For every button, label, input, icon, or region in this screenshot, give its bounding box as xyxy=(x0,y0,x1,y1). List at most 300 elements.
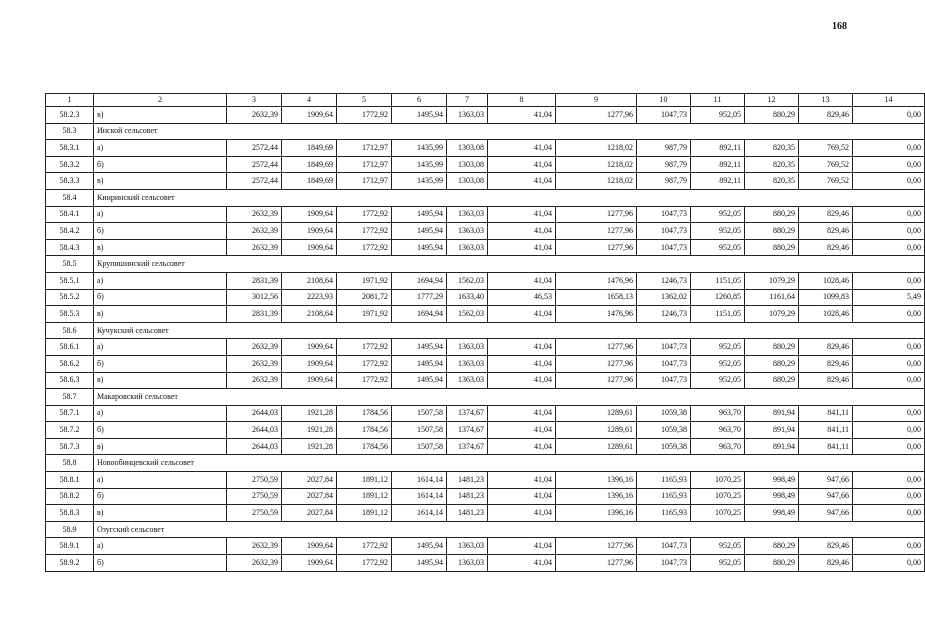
row-code: 58.3.2 xyxy=(46,156,94,173)
value-cell: 829,46 xyxy=(799,538,853,555)
value-cell: 1289,61 xyxy=(556,422,637,439)
value-cell: 1099,83 xyxy=(799,289,853,306)
row-variant: б) xyxy=(94,289,227,306)
value-cell: 998,49 xyxy=(745,488,799,505)
value-cell: 1891,12 xyxy=(337,505,392,522)
table-row xyxy=(46,372,925,389)
row-code: 58.4.2 xyxy=(46,223,94,240)
value-cell: 0,00 xyxy=(853,372,925,389)
value-cell: 1079,29 xyxy=(745,272,799,289)
section-code: 58.7 xyxy=(46,389,94,406)
value-cell: 1909,64 xyxy=(282,239,337,256)
table-row xyxy=(46,239,925,256)
value-cell: 1476,96 xyxy=(556,306,637,323)
section-code: 58.5 xyxy=(46,256,94,273)
row-variant: а) xyxy=(94,339,227,356)
value-cell: 1614,14 xyxy=(392,472,447,489)
value-cell: 0,00 xyxy=(853,223,925,240)
value-cell: 1363,03 xyxy=(447,107,488,124)
value-cell: 41,04 xyxy=(488,206,556,223)
value-cell: 769,52 xyxy=(799,140,853,157)
row-variant: а) xyxy=(94,272,227,289)
value-cell: 1059,38 xyxy=(637,405,691,422)
value-cell: 829,46 xyxy=(799,355,853,372)
value-cell: 891,94 xyxy=(745,422,799,439)
value-cell: 829,46 xyxy=(799,206,853,223)
value-cell: 41,04 xyxy=(488,438,556,455)
value-cell: 41,04 xyxy=(488,239,556,256)
value-cell: 1435,99 xyxy=(392,156,447,173)
value-cell: 829,46 xyxy=(799,239,853,256)
row-code: 58.5.2 xyxy=(46,289,94,306)
value-cell: 1507,58 xyxy=(392,405,447,422)
value-cell: 841,11 xyxy=(799,405,853,422)
value-cell: 820,35 xyxy=(745,173,799,190)
column-header: 6 xyxy=(392,94,447,107)
value-cell: 891,94 xyxy=(745,405,799,422)
value-cell: 1218,02 xyxy=(556,173,637,190)
value-cell: 891,94 xyxy=(745,438,799,455)
value-cell: 2632,39 xyxy=(227,206,282,223)
column-header: 5 xyxy=(337,94,392,107)
value-cell: 1070,25 xyxy=(691,505,745,522)
value-cell: 769,52 xyxy=(799,156,853,173)
row-variant: б) xyxy=(94,555,227,572)
table-row xyxy=(46,422,925,439)
value-cell: 1921,28 xyxy=(282,438,337,455)
value-cell: 1481,23 xyxy=(447,505,488,522)
section-name: Кииринский сельсовет xyxy=(94,189,925,206)
value-cell: 1303,08 xyxy=(447,173,488,190)
row-code: 58.3.3 xyxy=(46,173,94,190)
value-cell: 880,29 xyxy=(745,239,799,256)
value-cell: 2632,39 xyxy=(227,372,282,389)
row-variant: в) xyxy=(94,505,227,522)
value-cell: 1507,58 xyxy=(392,438,447,455)
row-variant: в) xyxy=(94,372,227,389)
value-cell: 987,79 xyxy=(637,173,691,190)
value-cell: 1151,05 xyxy=(691,306,745,323)
value-cell: 41,04 xyxy=(488,422,556,439)
value-cell: 0,00 xyxy=(853,405,925,422)
value-cell: 987,79 xyxy=(637,156,691,173)
value-cell: 1614,14 xyxy=(392,505,447,522)
value-cell: 1658,13 xyxy=(556,289,637,306)
table-row xyxy=(46,405,925,422)
row-code: 58.8.1 xyxy=(46,472,94,489)
value-cell: 1772,92 xyxy=(337,538,392,555)
row-code: 58.8.2 xyxy=(46,488,94,505)
value-cell: 1772,92 xyxy=(337,206,392,223)
value-cell: 892,11 xyxy=(691,173,745,190)
value-cell: 1047,73 xyxy=(637,339,691,356)
value-cell: 1277,96 xyxy=(556,239,637,256)
value-cell: 880,29 xyxy=(745,107,799,124)
value-cell: 1047,73 xyxy=(637,223,691,240)
section-name: Крупишинский сельсовет xyxy=(94,256,925,273)
value-cell: 1396,16 xyxy=(556,472,637,489)
value-cell: 41,04 xyxy=(488,306,556,323)
value-cell: 1712,97 xyxy=(337,173,392,190)
value-cell: 1633,40 xyxy=(447,289,488,306)
value-cell: 952,05 xyxy=(691,339,745,356)
value-cell: 1921,28 xyxy=(282,422,337,439)
value-cell: 1909,64 xyxy=(282,538,337,555)
value-cell: 1495,94 xyxy=(392,355,447,372)
value-cell: 1435,99 xyxy=(392,173,447,190)
value-cell: 41,04 xyxy=(488,156,556,173)
table-row xyxy=(46,488,925,505)
value-cell: 1363,03 xyxy=(447,555,488,572)
value-cell: 0,00 xyxy=(853,488,925,505)
value-cell: 2750,59 xyxy=(227,488,282,505)
section-row xyxy=(46,189,925,206)
value-cell: 0,00 xyxy=(853,555,925,572)
value-cell: 1971,92 xyxy=(337,306,392,323)
table-row xyxy=(46,223,925,240)
column-header: 7 xyxy=(447,94,488,107)
row-variant: в) xyxy=(94,173,227,190)
value-cell: 2644,03 xyxy=(227,438,282,455)
value-cell: 0,00 xyxy=(853,538,925,555)
column-header: 4 xyxy=(282,94,337,107)
value-cell: 2750,59 xyxy=(227,472,282,489)
section-code: 58.8 xyxy=(46,455,94,472)
table-row xyxy=(46,206,925,223)
value-cell: 41,04 xyxy=(488,538,556,555)
section-row xyxy=(46,256,925,273)
column-header: 11 xyxy=(691,94,745,107)
row-variant: в) xyxy=(94,107,227,124)
value-cell: 1772,92 xyxy=(337,339,392,356)
table-row xyxy=(46,107,925,124)
value-cell: 1277,96 xyxy=(556,223,637,240)
value-cell: 1047,73 xyxy=(637,555,691,572)
row-variant: а) xyxy=(94,538,227,555)
value-cell: 880,29 xyxy=(745,372,799,389)
value-cell: 1165,93 xyxy=(637,488,691,505)
value-cell: 2632,39 xyxy=(227,538,282,555)
row-code: 58.7.2 xyxy=(46,422,94,439)
value-cell: 2831,39 xyxy=(227,272,282,289)
value-cell: 829,46 xyxy=(799,107,853,124)
table-body xyxy=(46,94,925,572)
value-cell: 1971,92 xyxy=(337,272,392,289)
value-cell: 1363,03 xyxy=(447,339,488,356)
value-cell: 1277,96 xyxy=(556,107,637,124)
value-cell: 1303,08 xyxy=(447,140,488,157)
value-cell: 1277,96 xyxy=(556,555,637,572)
value-cell: 2632,39 xyxy=(227,355,282,372)
value-cell: 1277,96 xyxy=(556,538,637,555)
value-cell: 0,00 xyxy=(853,306,925,323)
value-cell: 41,04 xyxy=(488,405,556,422)
value-cell: 5,49 xyxy=(853,289,925,306)
value-cell: 1772,92 xyxy=(337,107,392,124)
value-cell: 880,29 xyxy=(745,223,799,240)
value-cell: 0,00 xyxy=(853,239,925,256)
value-cell: 963,70 xyxy=(691,422,745,439)
value-cell: 1772,92 xyxy=(337,555,392,572)
column-header: 14 xyxy=(853,94,925,107)
value-cell: 1435,99 xyxy=(392,140,447,157)
value-cell: 1562,03 xyxy=(447,272,488,289)
value-cell: 998,49 xyxy=(745,505,799,522)
value-cell: 769,52 xyxy=(799,173,853,190)
table-row xyxy=(46,355,925,372)
table-row xyxy=(46,156,925,173)
value-cell: 2572,44 xyxy=(227,140,282,157)
value-cell: 1495,94 xyxy=(392,339,447,356)
value-cell: 1363,03 xyxy=(447,355,488,372)
column-header: 13 xyxy=(799,94,853,107)
value-cell: 1909,64 xyxy=(282,339,337,356)
column-header: 12 xyxy=(745,94,799,107)
value-cell: 987,79 xyxy=(637,140,691,157)
value-cell: 1772,92 xyxy=(337,372,392,389)
section-row xyxy=(46,389,925,406)
value-cell: 1363,03 xyxy=(447,223,488,240)
row-variant: в) xyxy=(94,306,227,323)
table-row xyxy=(46,505,925,522)
value-cell: 1921,28 xyxy=(282,405,337,422)
value-cell: 1909,64 xyxy=(282,223,337,240)
value-cell: 1277,96 xyxy=(556,339,637,356)
value-cell: 1396,16 xyxy=(556,505,637,522)
value-cell: 2632,39 xyxy=(227,239,282,256)
value-cell: 880,29 xyxy=(745,555,799,572)
section-code: 58.6 xyxy=(46,322,94,339)
value-cell: 1772,92 xyxy=(337,223,392,240)
section-row xyxy=(46,123,925,140)
row-variant: а) xyxy=(94,405,227,422)
value-cell: 1363,03 xyxy=(447,206,488,223)
value-cell: 820,35 xyxy=(745,156,799,173)
value-cell: 2644,03 xyxy=(227,405,282,422)
value-cell: 2644,03 xyxy=(227,422,282,439)
value-cell: 1047,73 xyxy=(637,538,691,555)
value-cell: 1047,73 xyxy=(637,372,691,389)
column-header: 9 xyxy=(556,94,637,107)
value-cell: 1562,03 xyxy=(447,306,488,323)
value-cell: 1363,03 xyxy=(447,372,488,389)
row-variant: в) xyxy=(94,438,227,455)
value-cell: 829,46 xyxy=(799,372,853,389)
row-code: 58.4.3 xyxy=(46,239,94,256)
value-cell: 41,04 xyxy=(488,472,556,489)
section-name: Макаровский сельсовет xyxy=(94,389,925,406)
page-number: 168 xyxy=(832,21,847,32)
table-row xyxy=(46,555,925,572)
tariff-table xyxy=(45,93,925,572)
value-cell: 1277,96 xyxy=(556,206,637,223)
value-cell: 841,11 xyxy=(799,438,853,455)
value-cell: 1784,56 xyxy=(337,438,392,455)
value-cell: 1694,94 xyxy=(392,272,447,289)
column-header: 3 xyxy=(227,94,282,107)
value-cell: 1891,12 xyxy=(337,472,392,489)
column-header: 10 xyxy=(637,94,691,107)
column-header: 8 xyxy=(488,94,556,107)
table-row xyxy=(46,438,925,455)
value-cell: 1059,38 xyxy=(637,438,691,455)
value-cell: 0,00 xyxy=(853,156,925,173)
value-cell: 1277,96 xyxy=(556,372,637,389)
row-code: 58.8.3 xyxy=(46,505,94,522)
value-cell: 1481,23 xyxy=(447,472,488,489)
value-cell: 2572,44 xyxy=(227,156,282,173)
value-cell: 1849,69 xyxy=(282,173,337,190)
section-code: 58.4 xyxy=(46,189,94,206)
value-cell: 2632,39 xyxy=(227,107,282,124)
value-cell: 892,11 xyxy=(691,140,745,157)
column-header: 2 xyxy=(94,94,227,107)
value-cell: 0,00 xyxy=(853,173,925,190)
value-cell: 41,04 xyxy=(488,272,556,289)
value-cell: 1070,25 xyxy=(691,472,745,489)
table-row xyxy=(46,339,925,356)
table-row xyxy=(46,306,925,323)
row-code: 58.9.2 xyxy=(46,555,94,572)
value-cell: 1772,92 xyxy=(337,239,392,256)
column-header: 1 xyxy=(46,94,94,107)
value-cell: 0,00 xyxy=(853,355,925,372)
value-cell: 41,04 xyxy=(488,107,556,124)
value-cell: 952,05 xyxy=(691,372,745,389)
row-code: 58.2.3 xyxy=(46,107,94,124)
value-cell: 1909,64 xyxy=(282,555,337,572)
value-cell: 1849,69 xyxy=(282,156,337,173)
value-cell: 1303,08 xyxy=(447,156,488,173)
value-cell: 880,29 xyxy=(745,355,799,372)
row-code: 58.5.3 xyxy=(46,306,94,323)
value-cell: 1277,96 xyxy=(556,355,637,372)
value-cell: 820,35 xyxy=(745,140,799,157)
row-variant: а) xyxy=(94,206,227,223)
value-cell: 2027,84 xyxy=(282,505,337,522)
value-cell: 1495,94 xyxy=(392,372,447,389)
value-cell: 0,00 xyxy=(853,140,925,157)
value-cell: 1777,29 xyxy=(392,289,447,306)
value-cell: 952,05 xyxy=(691,107,745,124)
value-cell: 880,29 xyxy=(745,538,799,555)
value-cell: 0,00 xyxy=(853,339,925,356)
value-cell: 1712,97 xyxy=(337,140,392,157)
value-cell: 1614,14 xyxy=(392,488,447,505)
row-code: 58.4.1 xyxy=(46,206,94,223)
value-cell: 2632,39 xyxy=(227,555,282,572)
value-cell: 1289,61 xyxy=(556,438,637,455)
section-row xyxy=(46,322,925,339)
value-cell: 1260,85 xyxy=(691,289,745,306)
value-cell: 2081,72 xyxy=(337,289,392,306)
section-name: Кучукский сельсовет xyxy=(94,322,925,339)
value-cell: 1891,12 xyxy=(337,488,392,505)
value-cell: 1079,29 xyxy=(745,306,799,323)
value-cell: 1495,94 xyxy=(392,555,447,572)
value-cell: 1784,56 xyxy=(337,405,392,422)
value-cell: 880,29 xyxy=(745,339,799,356)
value-cell: 829,46 xyxy=(799,339,853,356)
value-cell: 1495,94 xyxy=(392,538,447,555)
section-code: 58.9 xyxy=(46,521,94,538)
value-cell: 0,00 xyxy=(853,206,925,223)
value-cell: 892,11 xyxy=(691,156,745,173)
value-cell: 41,04 xyxy=(488,355,556,372)
value-cell: 952,05 xyxy=(691,355,745,372)
value-cell: 1218,02 xyxy=(556,156,637,173)
value-cell: 1028,46 xyxy=(799,272,853,289)
value-cell: 1218,02 xyxy=(556,140,637,157)
value-cell: 2632,39 xyxy=(227,223,282,240)
row-code: 58.7.3 xyxy=(46,438,94,455)
value-cell: 947,66 xyxy=(799,505,853,522)
row-code: 58.6.3 xyxy=(46,372,94,389)
value-cell: 1059,38 xyxy=(637,422,691,439)
value-cell: 1246,73 xyxy=(637,306,691,323)
section-row xyxy=(46,521,925,538)
value-cell: 1246,73 xyxy=(637,272,691,289)
value-cell: 41,04 xyxy=(488,505,556,522)
value-cell: 46,53 xyxy=(488,289,556,306)
value-cell: 829,46 xyxy=(799,223,853,240)
value-cell: 1694,94 xyxy=(392,306,447,323)
value-cell: 1289,61 xyxy=(556,405,637,422)
value-cell: 1909,64 xyxy=(282,372,337,389)
table-row xyxy=(46,472,925,489)
value-cell: 998,49 xyxy=(745,472,799,489)
value-cell: 1047,73 xyxy=(637,206,691,223)
value-cell: 1712,97 xyxy=(337,156,392,173)
value-cell: 41,04 xyxy=(488,372,556,389)
value-cell: 2223,93 xyxy=(282,289,337,306)
value-cell: 1495,94 xyxy=(392,107,447,124)
table-row xyxy=(46,173,925,190)
value-cell: 1047,73 xyxy=(637,107,691,124)
value-cell: 1151,05 xyxy=(691,272,745,289)
row-variant: б) xyxy=(94,223,227,240)
value-cell: 2108,64 xyxy=(282,306,337,323)
value-cell: 1374,67 xyxy=(447,405,488,422)
row-variant: б) xyxy=(94,422,227,439)
value-cell: 1507,58 xyxy=(392,422,447,439)
value-cell: 0,00 xyxy=(853,422,925,439)
value-cell: 41,04 xyxy=(488,223,556,240)
value-cell: 1363,03 xyxy=(447,239,488,256)
value-cell: 841,11 xyxy=(799,422,853,439)
value-cell: 0,00 xyxy=(853,107,925,124)
value-cell: 3012,56 xyxy=(227,289,282,306)
value-cell: 0,00 xyxy=(853,505,925,522)
value-cell: 880,29 xyxy=(745,206,799,223)
value-cell: 947,66 xyxy=(799,472,853,489)
row-variant: а) xyxy=(94,140,227,157)
row-code: 58.5.1 xyxy=(46,272,94,289)
table-row xyxy=(46,289,925,306)
value-cell: 1495,94 xyxy=(392,223,447,240)
value-cell: 1363,03 xyxy=(447,538,488,555)
row-code: 58.6.2 xyxy=(46,355,94,372)
value-cell: 2831,39 xyxy=(227,306,282,323)
value-cell: 1047,73 xyxy=(637,355,691,372)
row-variant: б) xyxy=(94,355,227,372)
row-code: 58.3.1 xyxy=(46,140,94,157)
value-cell: 1495,94 xyxy=(392,239,447,256)
value-cell: 1165,93 xyxy=(637,505,691,522)
value-cell: 2632,39 xyxy=(227,339,282,356)
value-cell: 1161,64 xyxy=(745,289,799,306)
value-cell: 41,04 xyxy=(488,339,556,356)
